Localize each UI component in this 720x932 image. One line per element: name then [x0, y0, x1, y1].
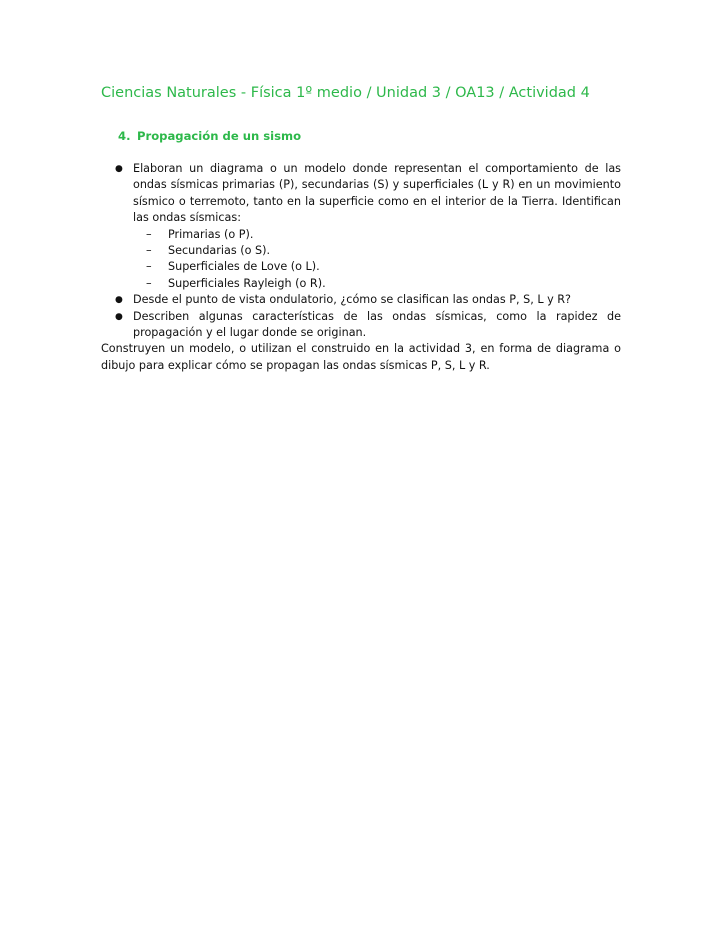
bullet-item — [115, 292, 621, 308]
section-title: Propagación de un sismo — [137, 129, 302, 143]
dash-icon: – — [146, 260, 152, 274]
wave-type-item: – Secundarias (o S). — [168, 243, 621, 259]
bullet-item — [115, 161, 621, 292]
bullet-text: Elaboran un diagrama o un modelo donde representan el comportamiento de las ondas sísmicas primarias (P), secundarias (S) y superficiales (L y R) en un movimiento sísmico o terremoto, tanto en la superficie como en el interior de la Tierra. Identifican las ondas sísmicas: — [133, 162, 621, 225]
closing-paragraph: Construyen un modelo, o utilizan el construido en la actividad 3, en forma de diagrama o dibujo para explicar cómo se propagan las ondas sísmicas P, S, L y R. — [101, 342, 621, 372]
bullet-item — [115, 309, 621, 342]
wave-type-item: – Superficiales Rayleigh (o R). — [168, 276, 621, 292]
wave-type-item: – Primarias (o P). — [168, 227, 621, 243]
dash-icon: – — [146, 276, 152, 290]
page-header: Ciencias Naturales - Física 1º medio / Unidad 3 / OA13 / Actividad 4 — [101, 85, 590, 101]
bullet-list — [101, 161, 621, 341]
wave-type-list — [133, 227, 621, 293]
section-number: 4. — [118, 129, 131, 143]
bullet-icon: ● — [115, 164, 123, 174]
bullet-icon: ● — [115, 295, 123, 306]
bullet-text: Desde el punto de vista ondulatorio, ¿cómo se clasifican las ondas P, S, L y R? — [133, 293, 571, 307]
section-heading — [118, 128, 301, 144]
dash-icon: – — [146, 244, 152, 258]
wave-type-item: – Superficiales de Love (o L). — [168, 259, 621, 275]
bullet-icon: ● — [115, 311, 123, 322]
dash-icon: – — [146, 227, 152, 241]
section-content — [101, 161, 621, 374]
bullet-text: Describen algunas características de las ondas sísmicas, como la rapidez de propagación y el lugar donde se originan. — [133, 309, 621, 340]
